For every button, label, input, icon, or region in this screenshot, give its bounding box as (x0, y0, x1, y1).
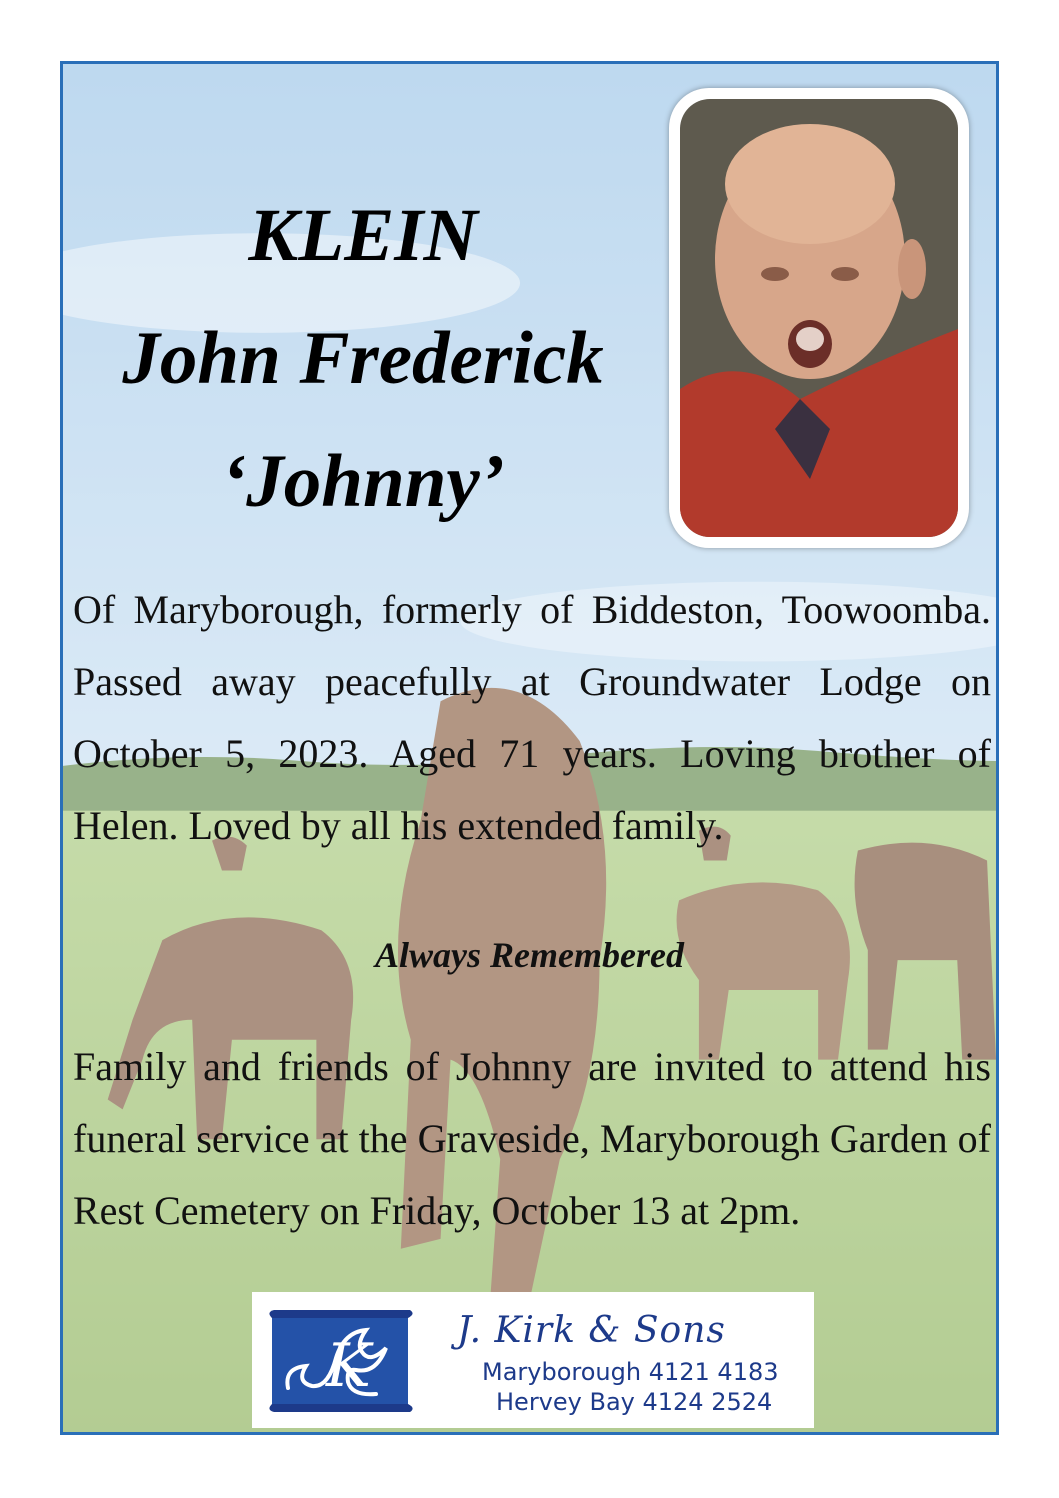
portrait-photo (680, 99, 958, 537)
phone-maryborough: Maryborough 4121 4183 (482, 1358, 779, 1386)
portrait-frame (669, 88, 969, 548)
given-names: John Frederick (122, 317, 604, 400)
death-notice-text: Of Maryborough, formerly of Biddeston, Toowoomba. Passed away peacefully at Groundwater Lodge on October 5, 2023. Aged 71 years. Loving brother of Helen. Loved by all his extended family. (73, 587, 991, 848)
funeral-director-name: J. Kirk & Sons (457, 1310, 726, 1351)
phone-hervey-bay: Hervey Bay 4124 2524 (496, 1388, 773, 1416)
k-scroll-emblem-icon (266, 1308, 416, 1414)
logo-letter: K (326, 1331, 371, 1401)
remembrance-line: Always Remembered (375, 935, 684, 975)
name-heading (73, 174, 653, 543)
surname: KLEIN (248, 194, 478, 277)
notice-frame (60, 61, 999, 1435)
funeral-director-logo (252, 1292, 814, 1428)
nickname: ‘Johnny’ (221, 440, 505, 523)
funeral-details-text: Family and friends of Johnny are invited to attend his funeral service at the Graveside, Maryborough Garden of Rest Cemetery on Friday, October 13 at 2pm. (73, 1044, 991, 1233)
